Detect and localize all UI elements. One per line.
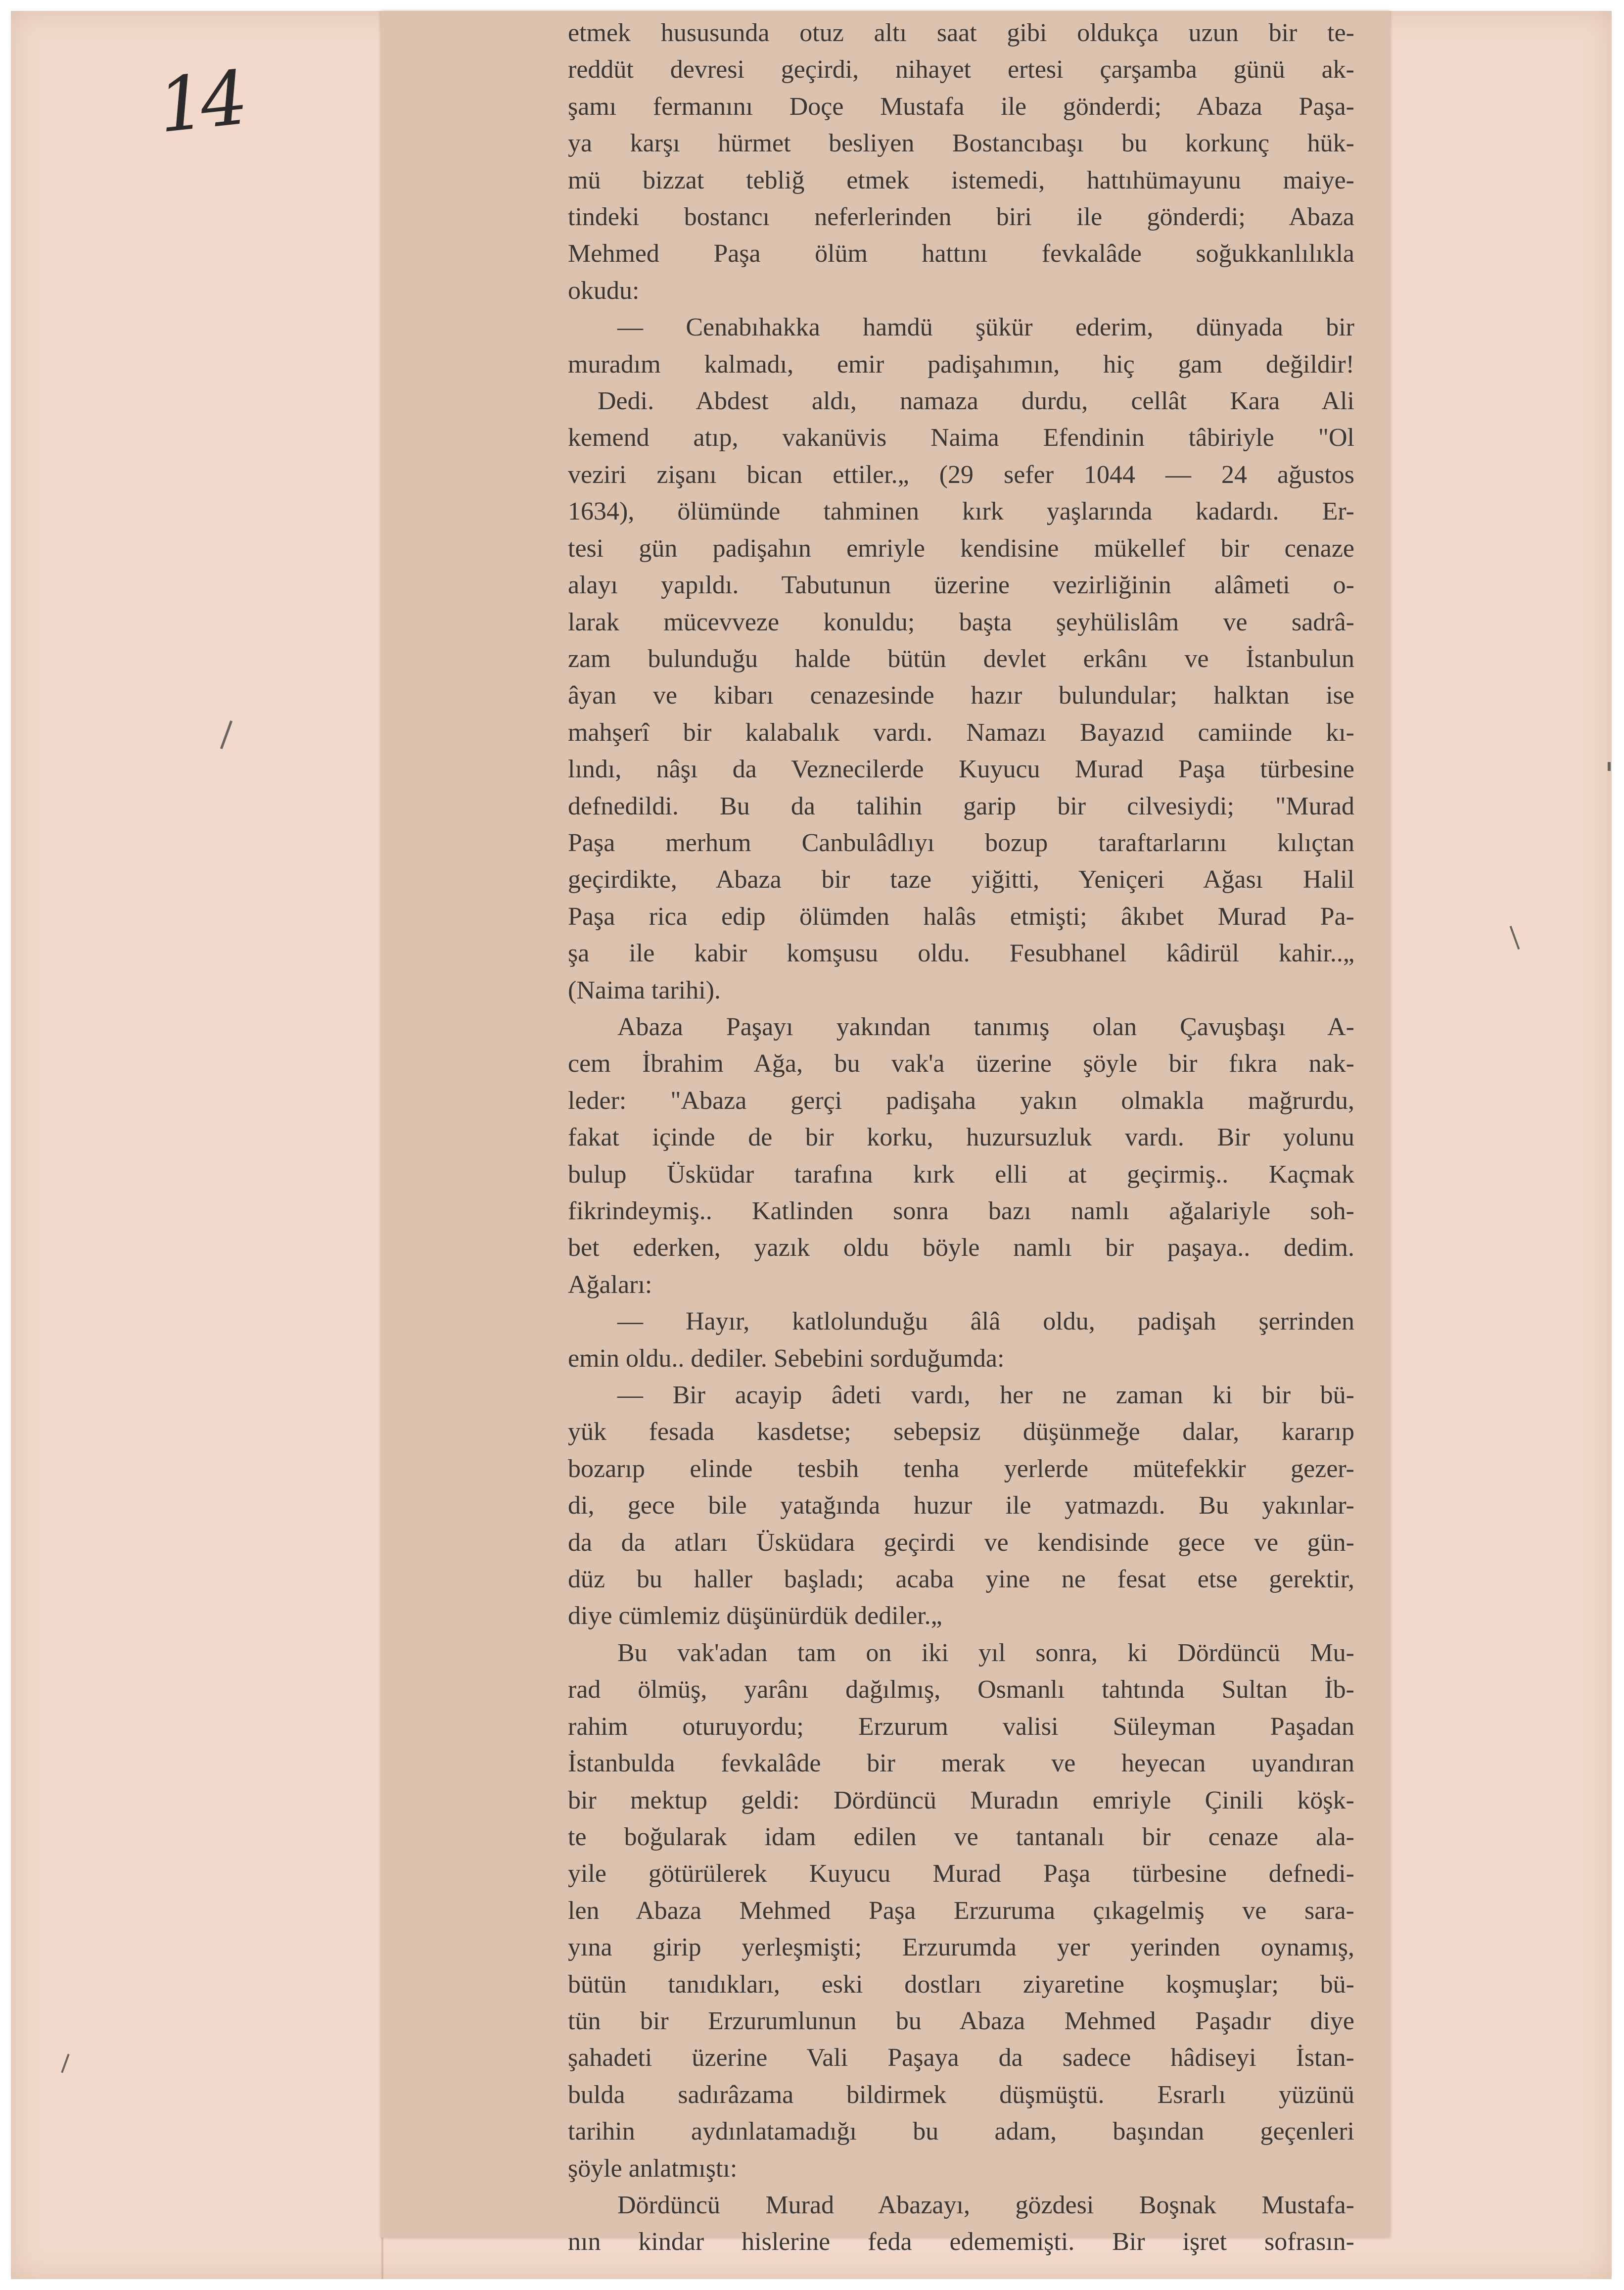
text-line: veziri zişanı bican ettiler.„ (29 sefer 1044 — 24 ağustos bbox=[568, 460, 1354, 489]
text-line: bütün tanıdıkları, eski dostları ziyaretine koşmuşlar; bü- bbox=[568, 1970, 1354, 1999]
text-line: ya karşı hürmet besliyen Bostancıbaşı bu korkunç hük- bbox=[568, 129, 1354, 158]
text-line: da da atları Üsküdara geçirdi ve kendisinde gece ve gün- bbox=[568, 1528, 1354, 1557]
article-text bbox=[568, 15, 1354, 2261]
text-line: şa ile kabir komşusu oldu. Fesubhanel kâdirül kahir..„ bbox=[568, 939, 1354, 968]
text-line: şamı fermanını Doçe Mustafa ile gönderdi; Abaza Paşa- bbox=[568, 92, 1354, 121]
text-line: düz bu haller başladı; acaba yine ne fesat etse gerektir, bbox=[568, 1565, 1354, 1594]
text-line: bulup Üsküdar tarafına kırk elli at geçirmiş.. Kaçmak bbox=[568, 1160, 1354, 1189]
text-line: bir mektup geldi: Dördüncü Muradın emriyle Çinili köşk- bbox=[568, 1786, 1354, 1814]
text-line: bozarıp elinde tesbih tenha yerlerde mütefekkir gezer- bbox=[568, 1454, 1354, 1483]
text-line: alayı yapıldı. Tabutunun üzerine vezirliğinin alâmeti o- bbox=[568, 571, 1354, 600]
text-line: yile götürülerek Kuyucu Murad Paşa türbesine defnedi- bbox=[568, 1860, 1354, 1888]
text-line: diye cümlemiz düşünürdük dediler.„ bbox=[568, 1602, 942, 1630]
text-line: lındı, nâşı da Veznecilerde Kuyucu Murad Paşa türbesine bbox=[568, 755, 1354, 784]
text-line: rad ölmüş, yarânı dağılmış, Osmanlı tahtında Sultan İb- bbox=[568, 1675, 1354, 1704]
text-line: şöyle anlatmıştı: bbox=[568, 2154, 738, 2183]
text-line: larak mücevveze konuldu; başta şeyhülislâm ve sadrâ- bbox=[568, 608, 1354, 636]
handwritten-page-number: 14 bbox=[154, 55, 247, 150]
text-line: İstanbulda fevkalâde bir merak ve heyecan uyandıran bbox=[568, 1749, 1354, 1778]
text-line: emin oldu.. dediler. Sebebini sorduğumda: bbox=[568, 1344, 1005, 1373]
text-line: len Abaza Mehmed Paşa Erzuruma çıkagelmiş ve sara- bbox=[568, 1896, 1354, 1925]
text-line: 1634), ölümünde tahminen kırk yaşlarında kadardı. Er- bbox=[568, 497, 1354, 526]
text-line: mü bizzat tebliğ etmek istemedi, hattıhümayunu maiye- bbox=[568, 166, 1354, 194]
text-line: fakat içinde de bir korku, huzursuzluk vardı. Bir yolunu bbox=[568, 1123, 1354, 1152]
text-line: — Cenabıhakka hamdü şükür ederim, dünyada bir bbox=[617, 313, 1354, 342]
text-line: — Hayır, katlolunduğu âlâ oldu, padişah şerrinden bbox=[617, 1307, 1354, 1336]
text-line: âyan ve kibarı cenazesinde hazır bulundular; halktan ise bbox=[568, 681, 1354, 710]
text-line: — Bir acayip âdeti vardı, her ne zaman ki bir bü- bbox=[617, 1381, 1354, 1410]
text-line: leder: "Abaza gerçi padişaha yakın olmakla mağrurdu, bbox=[568, 1086, 1354, 1115]
text-line: Paşa merhum Canbulâdlıyı bozup taraftarlarını kılıçtan bbox=[568, 828, 1354, 857]
text-line: reddüt devresi geçirdi, nihayet ertesi çarşamba günü ak- bbox=[568, 55, 1354, 84]
text-line: tün bir Erzurumlunun bu Abaza Mehmed Paşadır diye bbox=[568, 2006, 1354, 2035]
text-line: Mehmed Paşa ölüm hattını fevkalâde soğukkanlılıkla bbox=[568, 239, 1354, 268]
text-line: defnedildi. Bu da talihin garip bir cilvesiydi; "Murad bbox=[568, 792, 1354, 820]
text-line: Paşa rica edip ölümden halâs etmişti; âkıbet Murad Pa- bbox=[568, 902, 1354, 931]
text-line: Dedi. Abdest aldı, namaza durdu, cellât Kara Ali bbox=[598, 387, 1354, 416]
text-line: şahadeti üzerine Vali Paşaya da sadece hâdiseyi İstan- bbox=[568, 2044, 1354, 2072]
text-line: rahim oturuyordu; Erzurum valisi Süleyman Paşadan bbox=[568, 1712, 1354, 1741]
text-line: yına girip yerleşmişti; Erzurumda yer yerinden oynamış, bbox=[568, 1933, 1354, 1962]
text-line: yük fesada kasdetse; sebepsiz düşünmeğe dalar, kararıp bbox=[568, 1418, 1354, 1446]
text-line: te boğularak idam edilen ve tantanalı bir cenaze ala- bbox=[568, 1822, 1354, 1851]
text-line: bulda sadırâzama bildirmek düşmüştü. Esrarlı yüzünü bbox=[568, 2080, 1354, 2109]
text-line: nın kindar hislerine feda edememişti. Bir işret sofrasın- bbox=[568, 2228, 1354, 2256]
text-line: kemend atıp, vakanüvis Naima Efendinin tâbiriyle "Ol bbox=[568, 424, 1354, 452]
text-line: zam bulunduğu halde bütün devlet erkânı ve İstanbulun bbox=[568, 644, 1354, 673]
text-line: etmek hususunda otuz altı saat gibi oldukça uzun bir te- bbox=[568, 19, 1354, 47]
text-line: Abaza Paşayı yakından tanımış olan Çavuşbaşı A- bbox=[617, 1012, 1354, 1041]
text-line: geçirdikte, Abaza bir taze yiğitti, Yeniçeri Ağası Halil bbox=[568, 865, 1354, 894]
text-line: fikrindeymiş.. Katlinden sonra bazı namlı ağalariyle soh- bbox=[568, 1197, 1354, 1225]
text-line: tesi gün padişahın emriyle kendisine mükellef bir cenaze bbox=[568, 534, 1354, 563]
text-line: Bu vak'adan tam on iki yıl sonra, ki Dördüncü Mu- bbox=[617, 1638, 1354, 1667]
text-line: tarihin aydınlatamadığı bu adam, başından geçenleri bbox=[568, 2117, 1354, 2146]
text-line: Dördüncü Murad Abazayı, gözdesi Boşnak Mustafa- bbox=[617, 2191, 1354, 2219]
text-line: bet ederken, yazık oldu böyle namlı bir paşaya.. dedim. bbox=[568, 1234, 1354, 1262]
text-line: okudu: bbox=[568, 276, 640, 305]
text-line: di, gece bile yatağında huzur ile yatmazdı. Bu yakınlar- bbox=[568, 1491, 1354, 1520]
text-line: muradım kalmadı, emir padişahımın, hiç gam değildir! bbox=[568, 350, 1354, 379]
text-line: tindeki bostancı neferlerinden biri ile gönderdi; Abaza bbox=[568, 203, 1354, 232]
text-line: Ağaları: bbox=[568, 1270, 652, 1299]
pencil-mark bbox=[1608, 762, 1611, 771]
text-line: cem İbrahim Ağa, bu vak'a üzerine şöyle bir fıkra nak- bbox=[568, 1050, 1354, 1078]
text-line: (Naima tarihi). bbox=[568, 976, 721, 1004]
text-line: mahşerî bir kalabalık vardı. Namazı Bayazıd camiinde kı- bbox=[568, 718, 1354, 747]
